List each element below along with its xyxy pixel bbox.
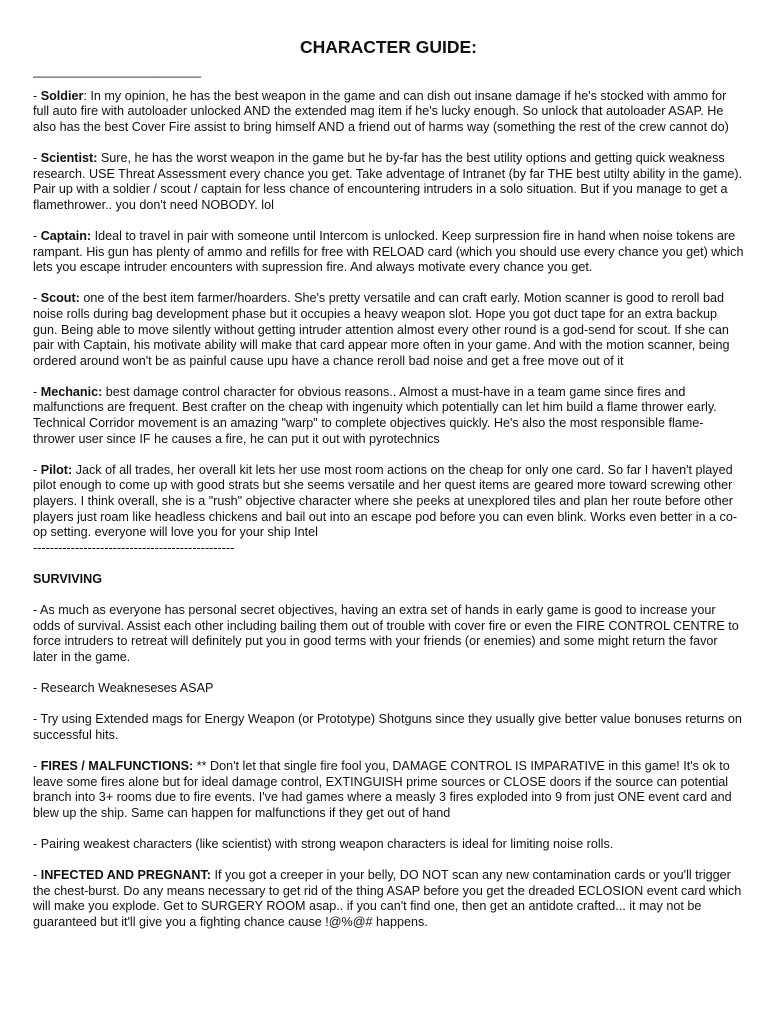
- character-entry-pilot: [33, 463, 744, 541]
- character-entry-captain: [33, 229, 744, 276]
- entry-name: Pilot:: [40, 462, 73, 477]
- entry-text: As much as everyone has personal secret objectives, having an extra set of hands in early game is good to increase your odds of survival. Assist each other including bailing them out of trouble with cover fire or even the FIRE CONTROL CENTRE to force intruders to retreat will definitely put you in good terms with your friends (or enemies) and some might return the favor later in the game.: [33, 603, 739, 664]
- entry-dash: -: [33, 150, 41, 165]
- page-title: CHARACTER GUIDE:: [300, 37, 477, 57]
- tip-entry: [33, 603, 744, 665]
- entry-text: Ideal to travel in pair with someone until Intercom is unlocked. Keep surpression fire in hand when noise tokens are rampant. His gun has plenty of ammo and refills for free with RELOAD card (which you should use every chance you get) which lets you escape intruder encounters with supression fire. And always motivate every chance you get.: [33, 228, 744, 275]
- tip-entry: [33, 712, 744, 743]
- entry-dash: -: [33, 88, 41, 103]
- tip-entry: [33, 837, 744, 853]
- entry-text: Jack of all trades, her overall kit lets her use most room actions on the cheap for only one card. So far I haven't played pilot enough to come up with good strats but she seems versatile and her quest items are geared more toward screwing other players. I think overall, she is a "rush" objective character where she peeks at unexplored tiles and plan her route before other players just roam like headless chickens and bail out into an escape pod before you can even blink. Works even better in a co-op setting. everyone will love you for your ship Intel: [33, 462, 738, 540]
- entry-dash: -: [33, 681, 41, 696]
- entry-name: Scout:: [40, 291, 80, 306]
- character-entry-soldier: [33, 89, 744, 136]
- entry-dash: -: [33, 228, 41, 243]
- entry-name: INFECTED AND PREGNANT:: [40, 868, 211, 883]
- entry-text: ** Don't let that single fire fool you, DAMAGE CONTROL IS IMPARATIVE in this game! It's ok to leave some fires alone but for ideal damage control, EXTINGUISH prime sources or CLOSE doors if the source can potential branch into 3+ rooms due to fire events. I've had games where a measly 3 fires exploded into 9 from just ONE event card and blew up the ship. Same can happen for malfunctions if they get out of hand: [33, 759, 732, 820]
- entry-name: Scientist:: [40, 150, 98, 165]
- entry-text: In my opinion, he has the best weapon in the game and can dish out insane damage if he's stocked with ammo for full auto fire with autoloader unlocked AND the extended mag item if he's lucky enough. So unlock that autoloader ASAP. He also has the best Cover Fire assist to bring himself AND a friend out of harms way (something the rest of the crew cannot do): [33, 88, 729, 134]
- character-entry-scout: [33, 291, 744, 369]
- entry-text: Sure, he has the worst weapon in the game but he by-far has the best utility options and getting quick weakness research. USE Threat Assessment every chance you get. Take adventage of Intranet (by far THE best utilty ability in the game). Pair up with a soldier / scout / captain for less chance of encountering intruders in a solo situation. But if you manage to get a flamethrower.. you don't need NOBODY. lol: [33, 150, 743, 212]
- entry-text: best damage control character for obvious reasons.. Almost a must-have in a team game since fires and malfunctions are frequent. Best crafter on the cheap with ingenuity which potentially can let him build a flame thrower early. Technical Corridor movement is an amazing "warp" to complete objectives quickly. He's also the most responsible flame-thrower user since IF he causes a fire, he can put it out with pyrotechnics: [33, 384, 717, 446]
- entry-name: FIRES / MALFUNCTIONS:: [40, 759, 194, 774]
- entry-text: Pairing weakest characters (like scientist) with strong weapon characters is ideal for limiting noise rolls.: [40, 837, 614, 852]
- entry-text: Research Weakneseses ASAP: [40, 681, 214, 696]
- entry-dash: -: [33, 462, 41, 477]
- tip-entry: [33, 681, 744, 697]
- entry-dash: -: [33, 837, 41, 852]
- title-underline-rule: ________________________: [33, 64, 202, 78]
- entry-dash: -: [33, 759, 41, 774]
- entry-name: Mechanic:: [40, 384, 103, 399]
- entry-dash: -: [33, 712, 41, 727]
- entry-name: Soldier: [40, 88, 84, 103]
- entry-text: If you got a creeper in your belly, DO NOT scan any new contamination cards or you'll trigger the chest-burst. Do any means necessary to get rid of the thing ASAP before you get the dreaded ECLOSION event card which will make you explode. Get to SURGERY ROOM asap.. if you can't find one, then get an antidote crafted... it may not be guaranteed but it'll give you a fighting chance cause !@%@# happens.: [33, 868, 742, 930]
- tip-entry-fires-malfunctions: [33, 759, 744, 821]
- entry-separator: :: [83, 88, 91, 103]
- entry-name: Captain:: [40, 228, 92, 243]
- character-entry-scientist: [33, 151, 744, 213]
- entry-dash: -: [33, 384, 41, 399]
- section-heading-surviving: SURVIVING: [33, 572, 103, 586]
- entry-text: one of the best item farmer/hoarders. She's pretty versatile and can craft early. Motion scanner is good to reroll bad noise rolls during bag development phase but it occupies a heavy weapon slot. Hope you got duct tape for an extra backup gun. Being able to move silently without getting intruder attention almost every other round is a god-send for scout. If she can pair with Captain, his motivate ability will make that card appear more often in your game. And with the motion scanner, being ordered around won't be as painful cause upu have a chance reroll bad noise and get a free move out of it: [33, 291, 730, 368]
- tip-entry-infected-and-pregnant: [33, 868, 744, 930]
- entry-dash: -: [33, 291, 41, 306]
- entry-dash: -: [33, 603, 40, 618]
- entry-text: Try using Extended mags for Energy Weapon (or Prototype) Shotguns since they usually give better value bonuses returns on successful hits.: [33, 712, 742, 742]
- character-entry-mechanic: [33, 385, 744, 447]
- entry-dash: -: [33, 868, 41, 883]
- section-divider-rule: ------------------------------------------------: [33, 540, 235, 555]
